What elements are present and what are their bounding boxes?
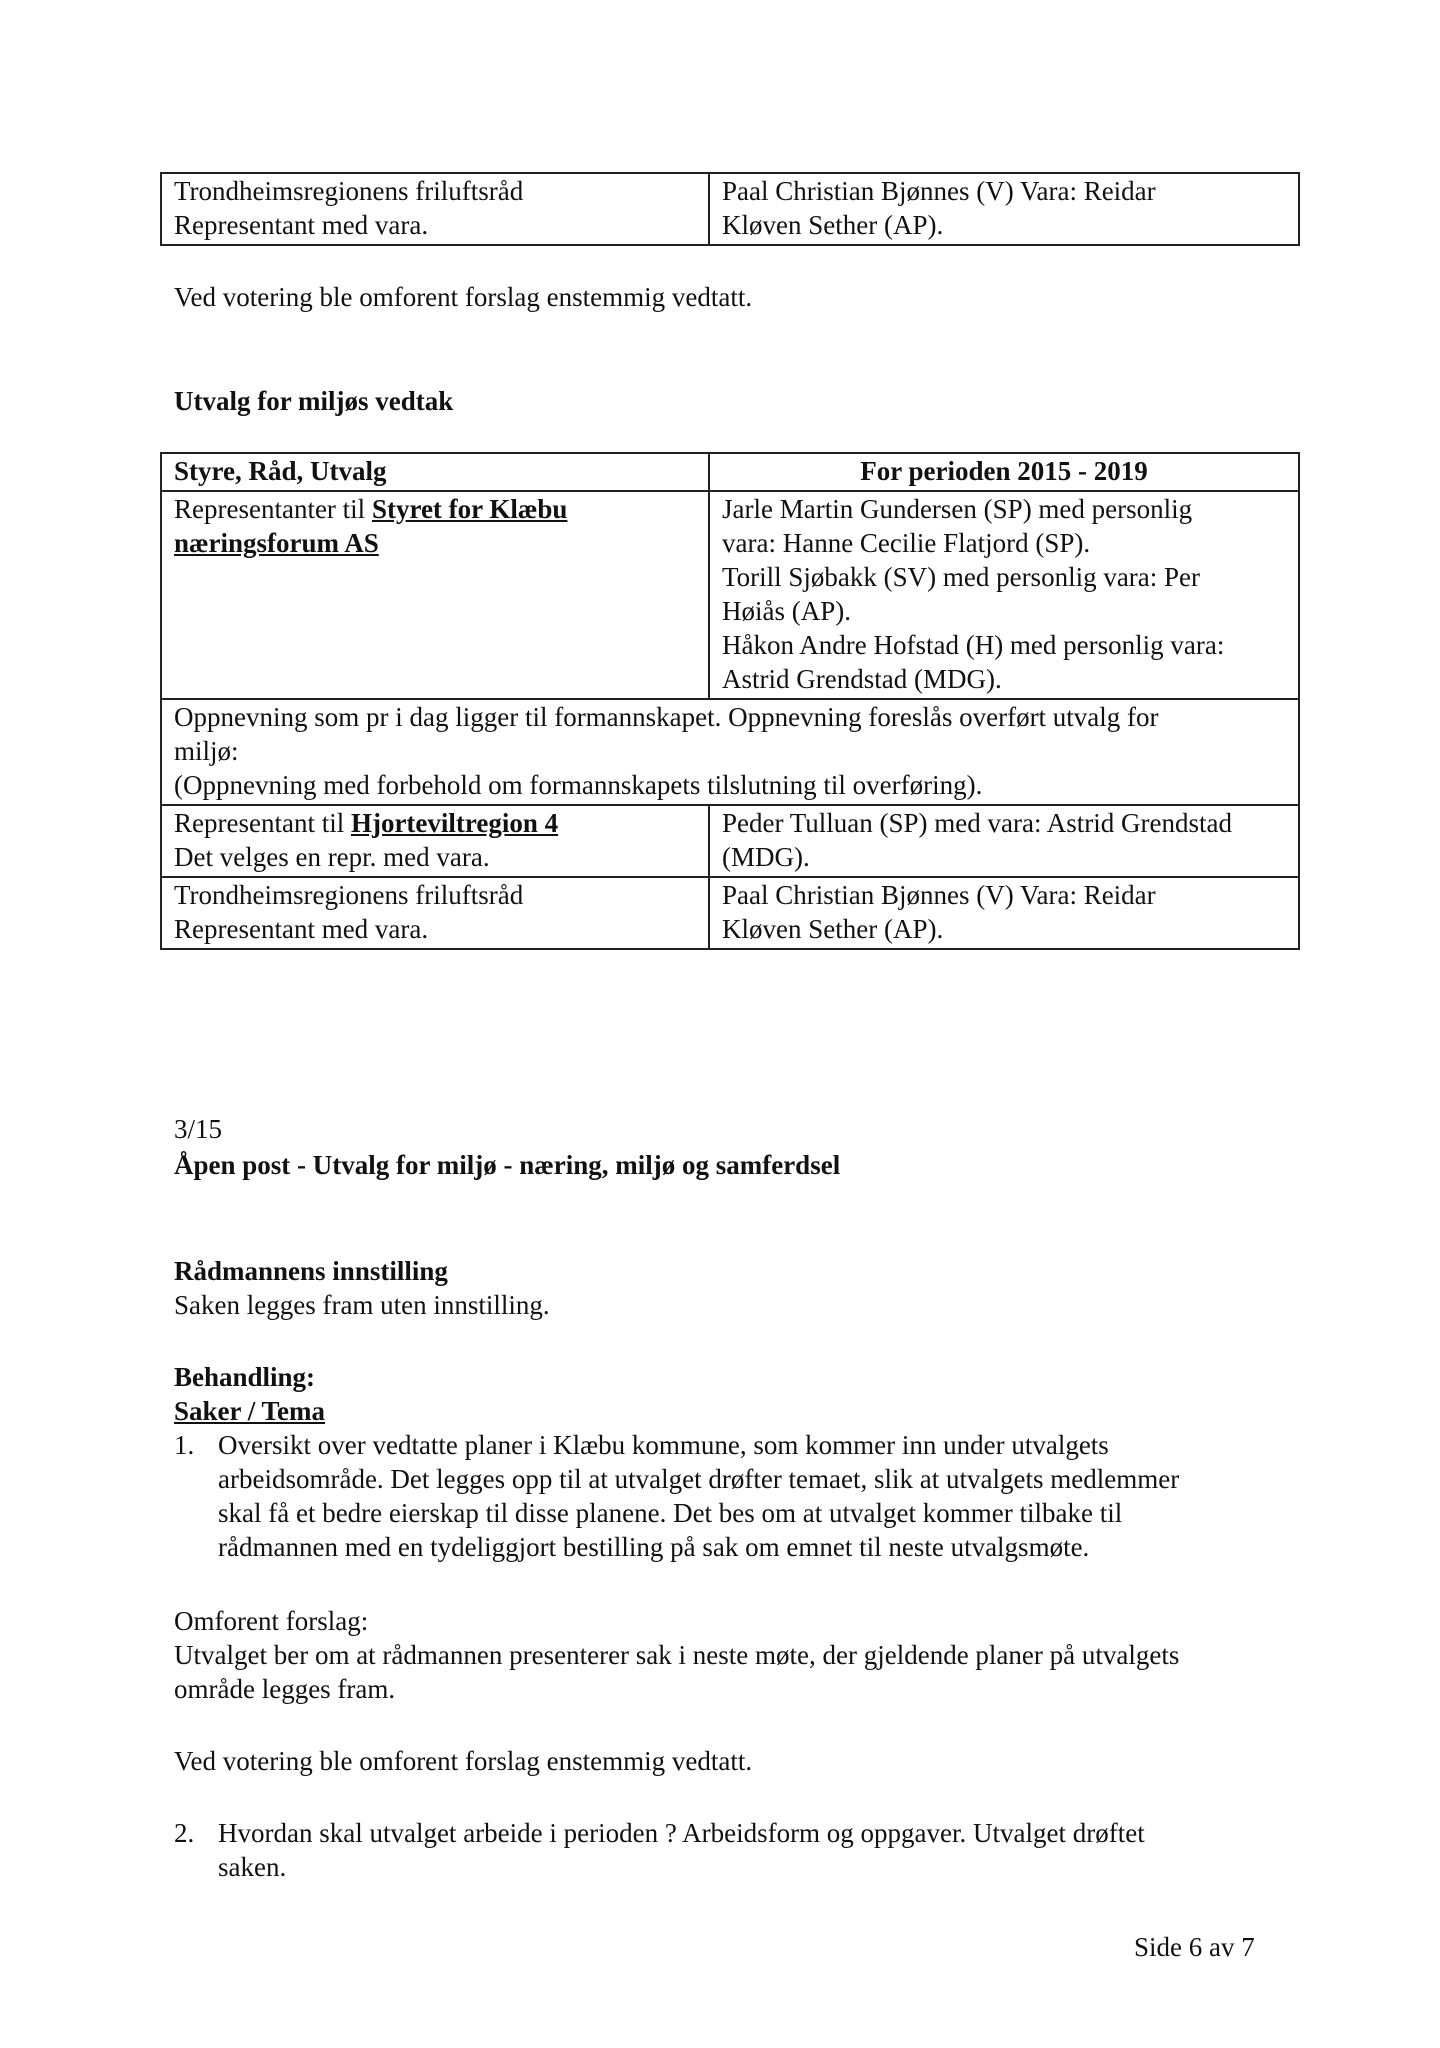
table-row <box>161 805 1299 877</box>
item-line: arbeidsområde. Det legges opp til at utvalget drøfter temaet, slik at utvalgets medlemmer <box>218 1464 1180 1494</box>
table-cell <box>709 877 1299 949</box>
cell-line: Torill Sjøbakk (SV) med personlig vara: Per <box>722 562 1201 592</box>
topics-heading: Saker / Tema <box>174 1396 326 1426</box>
proposal-label: Omforent forslag: <box>174 1606 369 1636</box>
note-line: miljø: <box>174 736 239 766</box>
table-cell <box>709 491 1299 699</box>
cell-line: Paal Christian Bjønnes (V) Vara: Reidar <box>722 880 1156 910</box>
column-header: Styre, Råd, Utvalg <box>161 453 709 491</box>
table-note-row <box>161 699 1299 805</box>
cell-line: Paal Christian Bjønnes (V) Vara: Reidar <box>722 176 1156 206</box>
cell-line: Høiås (AP). <box>722 596 851 626</box>
table-cell <box>161 805 709 877</box>
table-cell <box>709 173 1299 245</box>
proposal-text <box>174 1638 1179 1706</box>
case-number: 3/15 <box>174 1114 223 1144</box>
table-row <box>161 173 1299 245</box>
cell-line: Trondheimsregionens friluftsråd <box>174 880 524 910</box>
board-link[interactable]: næringsforum AS <box>174 528 379 558</box>
table-row <box>161 877 1299 949</box>
list-item <box>174 1428 1274 1564</box>
item-line: Hvordan skal utvalget arbeide i perioden ? Arbeidsform og oppgaver. Utvalget drøftet <box>218 1818 1145 1848</box>
board-link[interactable]: Styret for Klæbu <box>371 494 568 524</box>
cell-line: Representant med vara. <box>174 210 429 240</box>
case-title: Åpen post - Utvalg for miljø - næring, miljø og samferdsel <box>174 1150 841 1180</box>
cell-text: Representant til <box>174 808 351 838</box>
topics-list-continued <box>174 1816 1274 1884</box>
cell-line: Det velges en repr. med vara. <box>174 842 490 872</box>
recommendation-heading: Rådmannens innstilling <box>174 1256 448 1286</box>
table-cell <box>161 877 709 949</box>
note-line: (Oppnevning med forbehold om formannskapets tilslutning til overføring). <box>174 770 983 800</box>
note-cell <box>161 699 1299 805</box>
top-table <box>160 172 1300 246</box>
vote-result: Ved votering ble omforent forslag enstemmig vedtatt. <box>174 282 753 312</box>
item-line: rådmannen med en tydeliggjort bestilling på sak om emnet til neste utvalgsmøte. <box>218 1532 1090 1562</box>
cell-line: Representant med vara. <box>174 914 429 944</box>
item-line: skal få et bedre eierskap til disse planene. Det bes om at utvalget kommer tilbake til <box>218 1498 1123 1528</box>
recommendation-text: Saken legges fram uten innstilling. <box>174 1290 550 1320</box>
cell-line: Jarle Martin Gundersen (SP) med personlig <box>722 494 1193 524</box>
cell-line: Trondheimsregionens friluftsråd <box>174 176 524 206</box>
proposal-line: Utvalget ber om at rådmannen presenterer sak i neste møte, der gjeldende planer på utvalgets <box>174 1640 1180 1670</box>
cell-line: Peder Tulluan (SP) med vara: Astrid Grendstad <box>722 808 1232 838</box>
proposal-line: område legges fram. <box>174 1674 396 1704</box>
table-cell <box>709 805 1299 877</box>
treatment-heading: Behandling: <box>174 1362 316 1392</box>
table-cell <box>161 491 709 699</box>
item-line: saken. <box>218 1852 287 1882</box>
item-number: 2. <box>174 1818 195 1848</box>
cell-line: Astrid Grendstad (MDG). <box>722 664 1002 694</box>
committee-table <box>160 452 1300 950</box>
list-item <box>174 1816 1274 1884</box>
table-header-row <box>161 453 1299 491</box>
cell-line: vara: Hanne Cecilie Flatjord (SP). <box>722 528 1091 558</box>
item-line: Oversikt over vedtatte planer i Klæbu kommune, som kommer inn under utvalgets <box>218 1430 1109 1460</box>
cell-line: Håkon Andre Hofstad (H) med personlig vara: <box>722 630 1225 660</box>
cell-line: Kløven Sether (AP). <box>722 914 944 944</box>
table-row <box>161 491 1299 699</box>
column-header: For perioden 2015 - 2019 <box>709 453 1299 491</box>
cell-line: (MDG). <box>722 842 810 872</box>
table-cell <box>161 173 709 245</box>
cell-text: Representanter til <box>174 494 372 524</box>
section-heading: Utvalg for miljøs vedtak <box>174 386 454 416</box>
cell-line: Kløven Sether (AP). <box>722 210 944 240</box>
topics-list <box>174 1428 1274 1564</box>
vote-result: Ved votering ble omforent forslag enstemmig vedtatt. <box>174 1746 753 1776</box>
region-link[interactable]: Hjorteviltregion 4 <box>350 808 559 838</box>
note-line: Oppnevning som pr i dag ligger til formannskapet. Oppnevning foreslås overført utvalg for <box>174 702 1159 732</box>
page-number: Side 6 av 7 <box>1134 1932 1255 1962</box>
item-number: 1. <box>174 1430 195 1460</box>
